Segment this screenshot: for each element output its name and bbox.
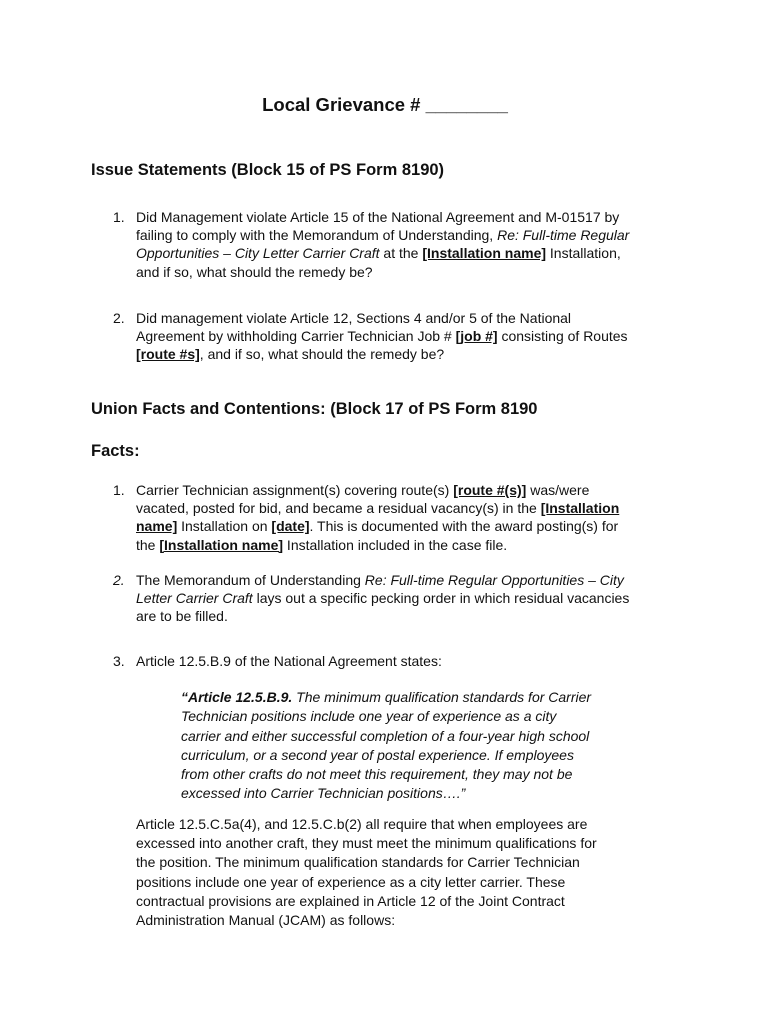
fact-1-line [136, 536, 681, 554]
issue-1-line: Did Management violate Article 15 of the National Agreement and M-01517 by [136, 209, 620, 225]
issue-statements-heading: Issue Statements (Block 15 of PS Form 8190) [91, 161, 445, 179]
italic-text: Opportunities – City Letter Carrier Craft [136, 245, 380, 262]
fact-1-line [136, 481, 681, 499]
issue-1-line [136, 244, 681, 262]
placeholder-route-numbers: [route #s] [136, 346, 200, 363]
placeholder-installation-name: [Installation name] [159, 536, 284, 553]
text-run: lays out a specific pecking order in which residual vacancies [252, 590, 630, 607]
quote-line: Technician positions include one year of experience as a city [181, 708, 557, 725]
text-run: consisting of Routes [497, 328, 628, 345]
text-run: Installation included in the case file. [283, 536, 508, 553]
placeholder-route-numbers: [route #(s)] [453, 482, 527, 498]
issue-2-line: Did management violate Article 12, Sections 4 and/or 5 of the National [136, 310, 572, 326]
issue-1-line [136, 226, 681, 244]
issue-2-line [136, 327, 681, 345]
paragraph-line: the position. The minimum qualification standards for Carrier Technician [136, 854, 580, 871]
article-quote [181, 688, 641, 804]
fact-2-line [136, 571, 681, 589]
fact-3-number: 3. [113, 653, 125, 669]
issue-1-number: 1. [113, 209, 125, 225]
text-run: was/were [526, 482, 590, 498]
text-run: Agreement by withholding Carrier Technician Job # [136, 328, 456, 345]
italic-text: Re: Full-time Regular [497, 227, 630, 244]
union-facts-heading: Union Facts and Contentions: (Block 17 of PS Form 8190 [91, 400, 538, 418]
italic-text: Letter Carrier Craft [136, 590, 253, 607]
placeholder-installation-name: [Installation [540, 500, 620, 517]
fact-3-text: Article 12.5.B.9 of the National Agreement states: [136, 653, 442, 669]
text-run: Carrier Technician assignment(s) covering route(s) [136, 482, 454, 498]
text-run: vacated, posted for bid, and became a residual vacancy(s) in the [136, 500, 541, 517]
fact-1-text [136, 481, 681, 554]
fact-1-number: 1. [113, 482, 125, 498]
document-title: Local Grievance # ________ [262, 94, 508, 115]
fact-2-number: 2. [113, 572, 125, 588]
paragraph-line: positions include one year of experience as a city letter carrier. These [136, 873, 566, 890]
paragraph-line: excessed into another craft, they must meet the minimum qualifications for [136, 835, 597, 852]
text-run: the [136, 536, 160, 553]
paragraph-line: contractual provisions are explained in Article 12 of the Joint Contract [136, 892, 565, 909]
placeholder-job-number: [job #] [455, 328, 498, 345]
paragraph-line: Administration Manual (JCAM) as follows: [136, 912, 396, 929]
issue-2-number: 2. [113, 310, 125, 326]
issue-1-line: and if so, what should the remedy be? [136, 263, 373, 280]
text-run: , and if so, what should the remedy be? [199, 346, 445, 363]
quote-line: excessed into Carrier Technician positions….” [181, 785, 466, 802]
article-explanation-paragraph [136, 815, 681, 930]
fact-1-line [136, 517, 681, 535]
issue-1-text [136, 208, 681, 281]
quote-line [181, 688, 641, 707]
issue-2-line [136, 345, 681, 363]
fact-2-line: are to be filled. [136, 608, 228, 625]
quote-line: curriculum, or a second year of postal experience. If employees [181, 746, 574, 763]
text-run: . This is documented with the award posting(s) for [309, 518, 619, 535]
text-run: The Memorandum of Understanding [136, 572, 365, 588]
quote-article-ref: “Article 12.5.B.9. [181, 689, 293, 705]
fact-2-line [136, 589, 681, 607]
text-run: Installation on [177, 518, 272, 535]
fact-1-line [136, 499, 681, 517]
text-run: at the [379, 245, 423, 262]
quote-line: carrier and either successful completion of a four-year high school [181, 727, 590, 744]
paragraph-line: Article 12.5.C.5a(4), and 12.5.C.b(2) all require that when employees are [136, 816, 588, 832]
text-run: The minimum qualification standards for Carrier [292, 689, 592, 705]
quote-line: from other crafts do not meet this requirement, they may not be [181, 766, 573, 783]
italic-text: Re: Full-time Regular Opportunities – City [364, 572, 624, 588]
text-run: failing to comply with the Memorandum of Understanding, [136, 227, 498, 244]
text-run: Installation, [546, 245, 621, 262]
issue-2-text [136, 309, 681, 364]
fact-2-text [136, 571, 681, 626]
facts-heading: Facts: [91, 442, 140, 460]
placeholder-date: [date] [271, 518, 310, 535]
placeholder-installation-name: name] [136, 518, 178, 535]
placeholder-installation-name: [Installation name] [422, 245, 547, 262]
